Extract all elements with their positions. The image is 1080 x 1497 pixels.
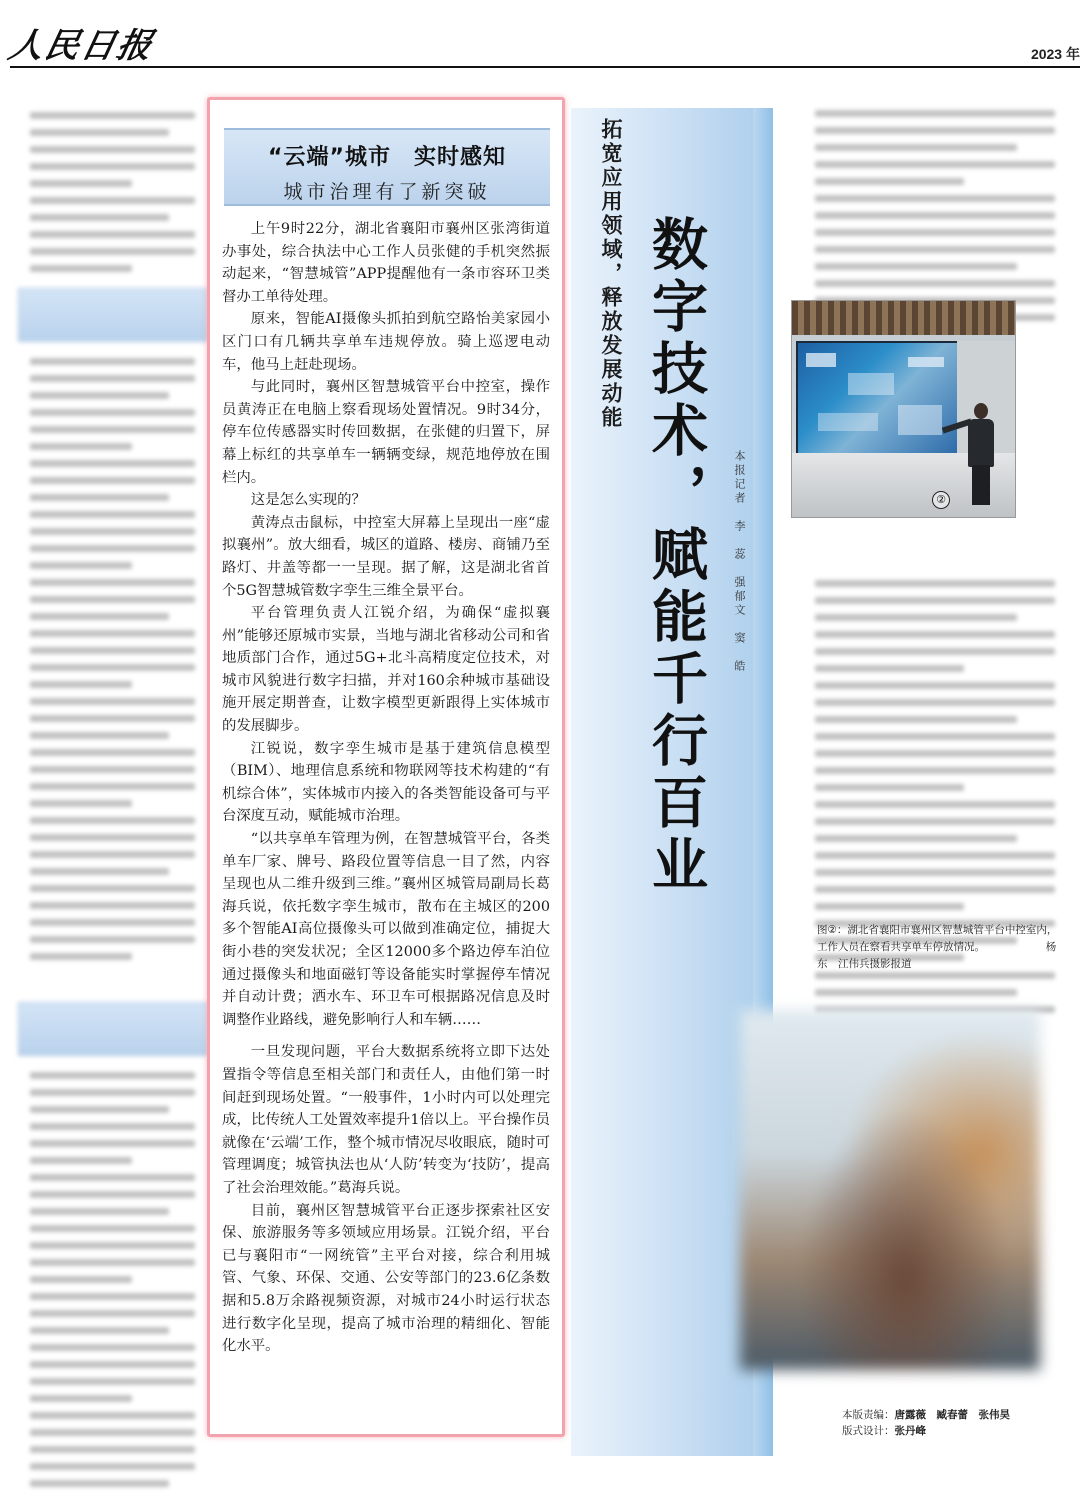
photo-person-legs	[972, 465, 990, 505]
article-paragraph: 江锐说，数字孪生城市是基于建筑信息模型（BIM）、地理信息系统和物联网等技术构建的“有机综合体”，实体城市内接入的各类智能设备可与平台深度互动，赋能城市治理。	[222, 740, 550, 825]
blurred-banner-left-2	[18, 1002, 208, 1056]
masthead-rule	[10, 66, 1080, 68]
highlighted-article	[207, 97, 565, 1437]
masthead	[0, 0, 1080, 72]
blurred-banner-left-1	[18, 288, 208, 342]
article-subtitle: 城市治理有了新突破	[283, 181, 491, 203]
article-paragraph: 上午9时22分，湖北省襄阳市襄州区张湾街道办事处，综合执法中心工作人员张健的手机突然振动起来，“智慧城管”APP提醒他有一条市容环卫类督办工单待处理。	[222, 221, 550, 305]
issue-date: 2023 年	[1030, 46, 1080, 62]
article-title: “云端”城市 实时感知	[268, 145, 506, 170]
article-paragraph: 这是怎么实现的？	[250, 492, 366, 509]
photo-person-head	[974, 403, 988, 419]
designer-name: 张丹峰	[894, 1425, 926, 1437]
blurred-column-right-mid	[815, 580, 1058, 971]
feature-kicker: 拓宽应用领域，释放发展动能	[599, 118, 623, 430]
article-paragraph: 平台管理负责人江锐介绍，为确保“虚拟襄州”能够还原城市实景，当地与湖北省移动公司和省地质部门合作，通过5G+北斗高精度定位技术，对城市风貌进行数字扫描，并对160余种城市基础设施开展定期普查，让数字模型更新跟得上实体城市的发展脚步。	[222, 605, 550, 735]
blurred-photo-lower-right	[740, 1010, 1040, 1370]
control-room-photo	[791, 300, 1016, 518]
caption-text: 图②：湖北省襄阳市襄州区智慧城管平台中控室内，工作人员在察看共享单车停放情况。	[817, 924, 1058, 953]
photo-ceiling	[792, 301, 1015, 335]
feature-headline: 数字技术，赋能千行百业	[643, 215, 708, 897]
article-paragraph: “以共享单车管理为例，在智慧城管平台，各类单车厂家、牌号、路段位置等信息一目了然，内容呈现也从二维升级到三维。”襄州区城管局副局长葛海兵说，依托数字孪生城市，散布在主城区的200多个智能AI高位摄像头可以做到准确定位，捕捉大街小巷的突发状况；全区12000多个路边停车泊位通过摄像头和地面磁钉等设备能实时掌握停车情况并自动计费；洒水车、环卫车可根据路况信息及时调整作业路线，避免影响行人和车辆……	[222, 831, 550, 1028]
caption-credit: 杨 东 江伟兵摄影报道	[817, 941, 1067, 970]
editors-label: 本版责编：	[842, 1409, 895, 1421]
photo-big-screen	[796, 341, 960, 457]
editors-names: 唐露薇 臧春蕾 张伟昊	[894, 1409, 1010, 1421]
page-credits	[842, 1407, 1078, 1439]
article-paragraph: 与此同时，襄州区智慧城管平台中控室，操作员黄涛正在电脑上察看现场处置情况。9时34分，停车位传感器实时传回数据，在张健的归置下，屏幕上标红的共享单车一辆辆变绿，规范地停放在围栏内。	[222, 379, 550, 486]
article-banner	[224, 128, 550, 206]
designer-label: 版式设计：	[842, 1425, 895, 1437]
newspaper-logo: 人民日报	[5, 26, 158, 66]
article-paragraph: 一旦发现问题，平台大数据系统将立即下达处置指令等信息至相关部门和责任人，由他们第一时间赶到现场处置。“一般事件，1小时内可以处理完成，比传统人工处置效率提升1倍以上。平台操作员就像在‘云端’工作，整个城市情况尽收眼底，随时可管理调度；城管执法也从‘人防’转变为‘技防’，提高了社会治理效能。”葛海兵说。	[222, 1044, 550, 1196]
photo-caption	[817, 922, 1067, 973]
blurred-column-left-2	[30, 358, 195, 970]
article-paragraph: 目前，襄州区智慧城管平台正逐步探索社区安保、旅游服务等多领域应用场景。江锐介绍，平台已与襄阳市“一网统管”主平台对接，综合利用城管、气象、环保、交通、公安等部门的23.6亿条数据和5.8万余路视频资源，对城市24小时运行状态进行数字化呈现，提高了城市治理的精细化、智能化水平。	[222, 1202, 550, 1355]
photo-number-badge: ②	[932, 491, 950, 509]
article-paragraph: 黄涛点击鼠标，中控室大屏幕上呈现出一座“虚拟襄州”。放大细看，城区的道路、楼房、商铺乃至路灯、井盖等都一一呈现。据了解，这是湖北省首个5G智慧城管数字孪生三维全景平台。	[222, 514, 550, 599]
photo-person-body	[968, 419, 994, 467]
blurred-column-left-3	[30, 1072, 195, 1497]
blurred-column-left	[30, 112, 195, 282]
reporter-byline: 本报记者 李 蕊 强郁文 窦 皓	[733, 450, 746, 674]
article-paragraph: 原来，智能AI摄像头抓拍到航空路怡美家园小区门口有几辆共享单车违规停放。骑上巡逻电动车，他马上赶赴现场。	[222, 311, 550, 373]
article-body	[222, 218, 550, 1358]
